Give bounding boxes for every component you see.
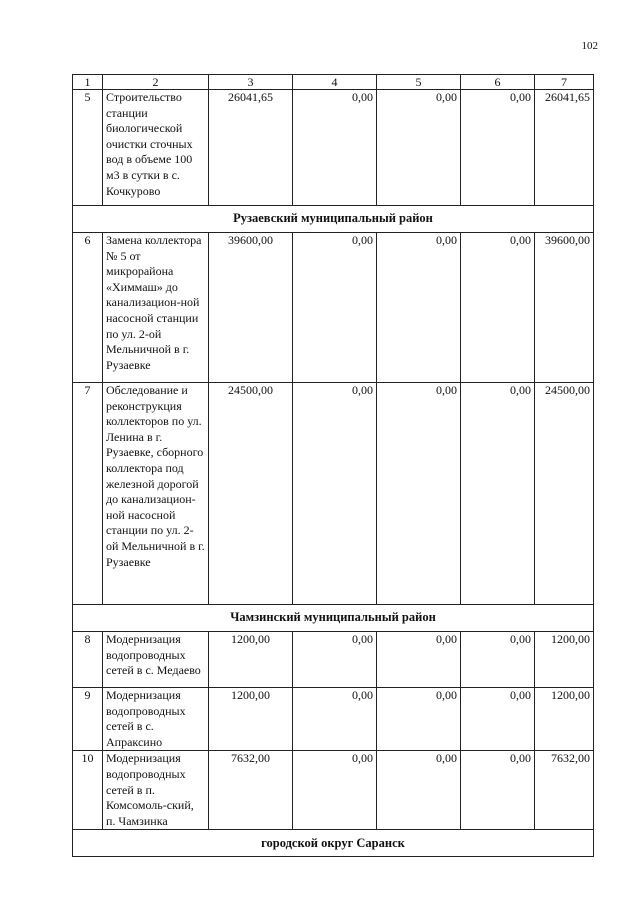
col-header-5: 5 (377, 75, 461, 90)
item-name: Модернизация водопроводных сетей в с. Апраксино (103, 688, 209, 751)
amount-col-7: 1200,00 (535, 688, 594, 751)
item-name: Строительство станции биологической очистки сточных вод в объеме 100 м3 в сутки в с. Кочкурово (103, 90, 209, 206)
table-body (73, 75, 594, 857)
row-number: 7 (73, 383, 103, 605)
page-number: 102 (581, 40, 598, 52)
amount-col-5: 0,00 (377, 233, 461, 383)
total-amount: 24500,00 (209, 383, 293, 605)
item-name: Замена коллектора № 5 от микрорайона «Химмаш» до канализацион-ной насосной станции по ул. 2-ой Мельничной в г. Рузаевке (103, 233, 209, 383)
amount-col-7: 7632,00 (535, 751, 594, 830)
amount-col-4: 0,00 (293, 632, 377, 688)
amount-col-6: 0,00 (461, 383, 535, 605)
col-header-1: 1 (73, 75, 103, 90)
table-row (73, 751, 594, 830)
row-number: 9 (73, 688, 103, 751)
amount-col-6: 0,00 (461, 90, 535, 206)
amount-col-7: 39600,00 (535, 233, 594, 383)
section-header-row (73, 605, 594, 632)
amount-col-6: 0,00 (461, 688, 535, 751)
section-header-row (73, 830, 594, 857)
table-row (73, 383, 594, 605)
row-number: 5 (73, 90, 103, 206)
total-amount: 26041,65 (209, 90, 293, 206)
amount-col-6: 0,00 (461, 233, 535, 383)
column-number-row (73, 75, 594, 90)
col-header-6: 6 (461, 75, 535, 90)
table-row (73, 90, 594, 206)
item-name: Обследование и реконструкция коллекторов по ул. Ленина в г. Рузаевке, сборного коллектора под железной дорогой до канализацион-ной насосной станции по ул. 2-ой Мельничной в г. Рузаевке (103, 383, 209, 605)
amount-col-4: 0,00 (293, 688, 377, 751)
col-header-3: 3 (209, 75, 293, 90)
table-row (73, 233, 594, 383)
amount-col-4: 0,00 (293, 383, 377, 605)
item-name: Модернизация водопроводных сетей в с. Медаево (103, 632, 209, 688)
row-number: 10 (73, 751, 103, 830)
table-row (73, 688, 594, 751)
row-number: 8 (73, 632, 103, 688)
row-number: 6 (73, 233, 103, 383)
amount-col-7: 26041,65 (535, 90, 594, 206)
section-title: городской округ Саранск (73, 830, 594, 857)
table-row (73, 632, 594, 688)
total-amount: 39600,00 (209, 233, 293, 383)
section-title: Рузаевский муниципальный район (73, 206, 594, 233)
item-name: Модернизация водопроводных сетей в п. Комсомоль-ский, п. Чамзинка (103, 751, 209, 830)
total-amount: 7632,00 (209, 751, 293, 830)
amount-col-4: 0,00 (293, 233, 377, 383)
amount-col-6: 0,00 (461, 751, 535, 830)
col-header-2: 2 (103, 75, 209, 90)
amount-col-5: 0,00 (377, 751, 461, 830)
amount-col-7: 1200,00 (535, 632, 594, 688)
amount-col-5: 0,00 (377, 632, 461, 688)
amount-col-5: 0,00 (377, 90, 461, 206)
col-header-4: 4 (293, 75, 377, 90)
total-amount: 1200,00 (209, 688, 293, 751)
amount-col-4: 0,00 (293, 751, 377, 830)
amount-col-5: 0,00 (377, 383, 461, 605)
budget-table (72, 74, 594, 857)
amount-col-5: 0,00 (377, 688, 461, 751)
section-header-row (73, 206, 594, 233)
amount-col-4: 0,00 (293, 90, 377, 206)
total-amount: 1200,00 (209, 632, 293, 688)
amount-col-7: 24500,00 (535, 383, 594, 605)
col-header-7: 7 (535, 75, 594, 90)
amount-col-6: 0,00 (461, 632, 535, 688)
section-title: Чамзинский муниципальный район (73, 605, 594, 632)
